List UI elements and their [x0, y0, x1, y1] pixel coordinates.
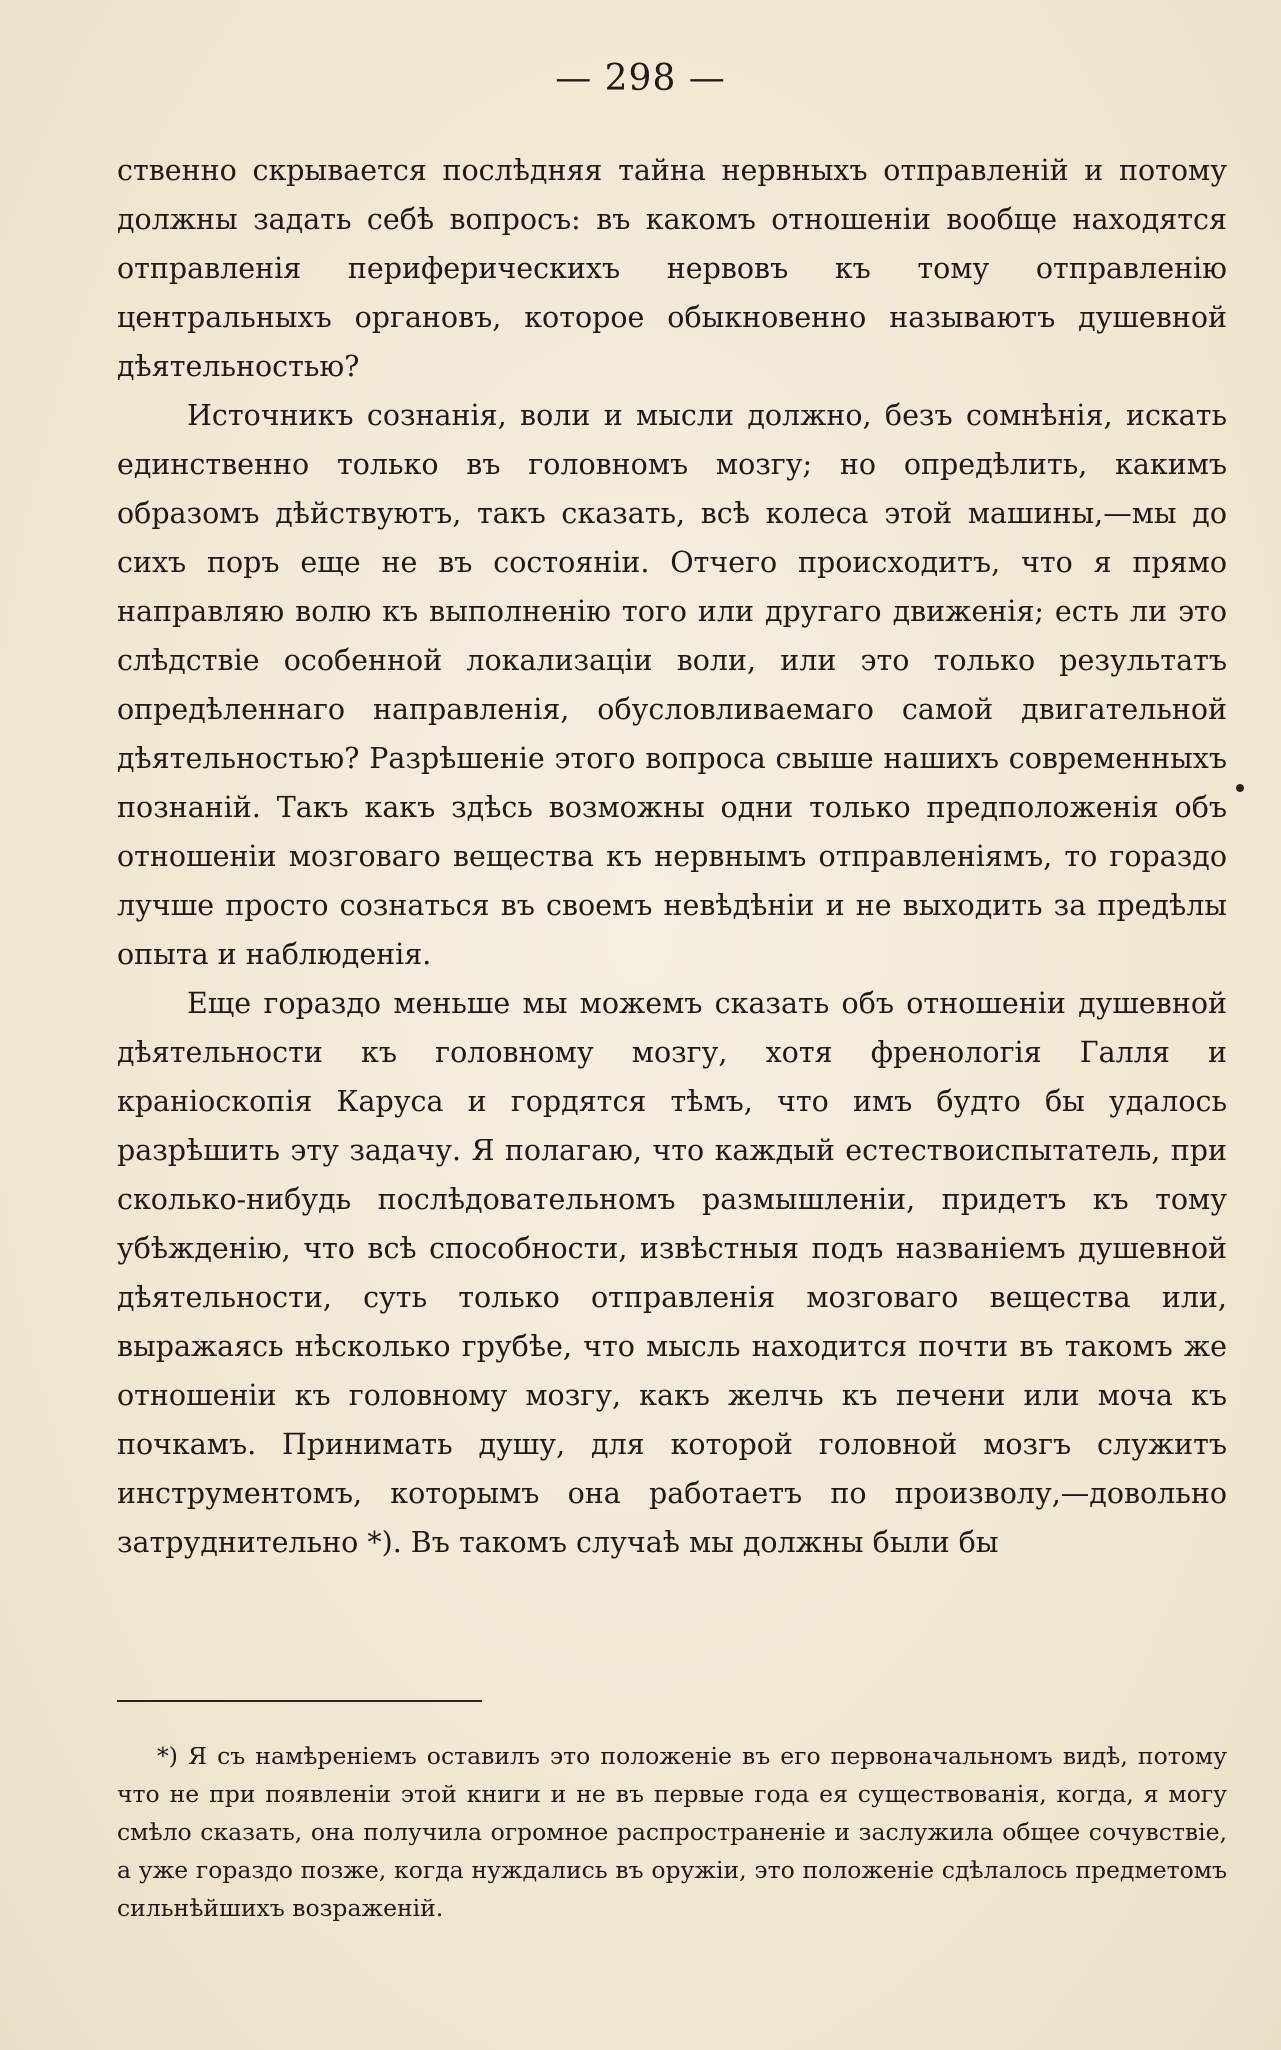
footnote: *) Я съ намѣреніемъ оставилъ это положеніе въ его первоначальномъ видѣ, потому что не при появленіи этой книги и не въ первые года ея существованія, когда, я могу смѣло сказать, она получила огромное распространеніе и заслужила общее сочувствіе, а уже гораздо позже, когда нуждались въ оружіи, это положеніе сдѣлалось предметомъ сильнѣйшихъ возраженій. [117, 1742, 1227, 1922]
paragraph-source-of-consciousness: Источникъ сознанія, воли и мысли должно, безъ сомнѣнія, искать единственно только въ головномъ мозгу; но опредѣлить, какимъ образомъ дѣйствуютъ, такъ сказать, всѣ колеса этой машины,—мы до сихъ поръ еще не въ состояніи. Отчего происходитъ, что я прямо направляю волю къ выполненію того или другаго движенія; есть ли это слѣдствіе особенной локализаціи воли, или это только результатъ опредѣленнаго направленія, обусловливаемаго самой двигательной дѣятельностью? Разрѣшеніе этого вопроса свыше нашихъ современныхъ познаній. Такъ какъ здѣсь возможны одни только предположенія объ отношеніи мозговаго вещества къ нервнымъ отправленіямъ, то гораздо лучше просто сознаться въ своемъ невѣдѣніи и не выходить за предѣлы опыта и наблюденія. [117, 399, 1227, 971]
footnote-divider [117, 1700, 482, 1702]
paragraph-continuation: ственно скрывается послѣдняя тайна нервныхъ отправленій и потому должны задать себѣ вопросъ: въ какомъ отношеніи вообще находятся отправленія периферическихъ нервовъ къ тому отправленію центральныхъ органовъ, которое обыкновенно называютъ душевной дѣятельностью? [117, 154, 1227, 383]
ink-speck [1236, 784, 1244, 792]
page-number: — 298 — [555, 58, 726, 99]
paragraph-mental-activity: Еще гораздо меньше мы можемъ сказать объ отношеніи душевной дѣятельности къ головному мозгу, хотя френологія Галля и краніоскопія Каруса и гордятся тѣмъ, что имъ будто бы удалось разрѣшить эту задачу. Я полагаю, что каждый естествоиспытатель, при сколько-нибудь послѣдовательномъ размышленіи, придетъ къ тому убѣжденію, что всѣ способности, извѣстныя подъ названіемъ душевной дѣятельности, суть только отправленія мозговаго вещества или, выражаясь нѣсколько грубѣе, что мысль находится почти въ такомъ же отношеніи къ головному мозгу, какъ желчь къ печени или моча къ почкамъ. Принимать душу, для которой головной мозгъ служитъ инструментомъ, которымъ она работаетъ по произволу,—довольно затруднительно *). Въ такомъ случаѣ мы должны были бы [117, 987, 1227, 1559]
main-text [117, 146, 1227, 1567]
